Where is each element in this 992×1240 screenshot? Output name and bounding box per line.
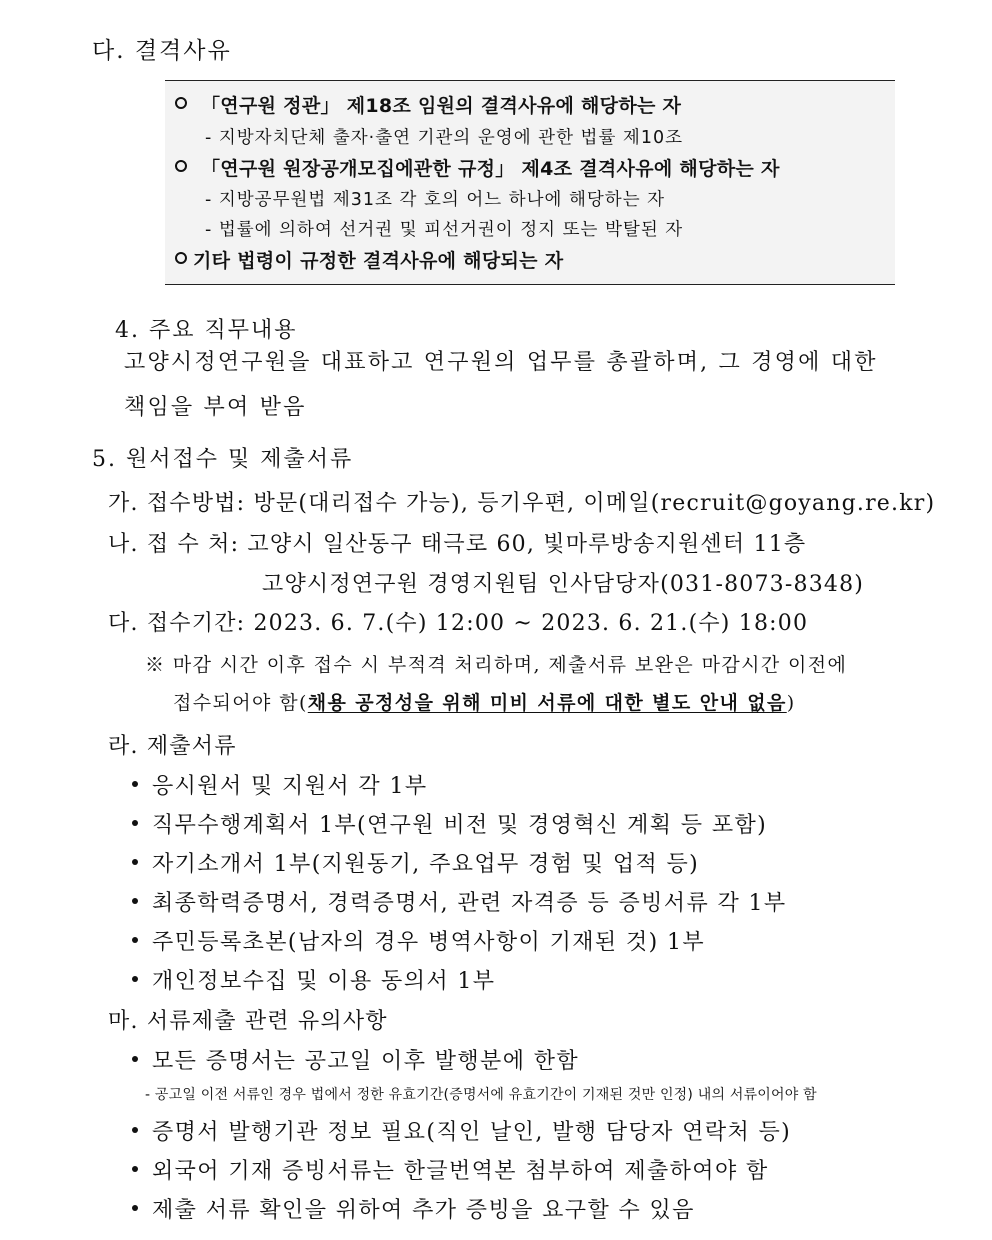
list-item: 제출 서류 확인을 위하여 추가 증빙을 요구할 수 있음 (132, 1193, 695, 1224)
disqualification-item-2-sub-2: - 법률에 의하여 선거권 및 피선거권이 정지 또는 박탈된 자 (205, 220, 684, 240)
submission-notes-title: 마. 서류제출 관련 유의사항 (108, 1009, 388, 1034)
disqualification-item-2-sub-1: - 지방공무원법 제31조 각 호의 어느 하나에 해당하는 자 (205, 190, 666, 210)
section-4-title: 4. 주요 직무내용 (115, 318, 298, 343)
list-item: 직무수행계획서 1부(연구원 비전 및 경영혁신 계획 등 포함) (132, 808, 767, 839)
bullet-icon (132, 781, 138, 787)
deadline-note-line-2: 접수되어야 함(채용 공정성을 위해 미비 서류에 대한 별도 안내 없음) (173, 692, 796, 714)
application-period: 다. 접수기간: 2023. 6. 7.(수) 12:00 ~ 2023. 6. 21.(수) 18:00 (108, 611, 809, 636)
disqualification-box (165, 80, 895, 285)
disqualification-item-3: 기타 법령이 규정한 결격사유에 해당되는 자 (175, 246, 563, 273)
list-item: 외국어 기재 증빙서류는 한글번역본 첨부하여 제출하여야 함 (132, 1154, 769, 1185)
bullet-icon (132, 937, 138, 943)
bullet-icon (132, 976, 138, 982)
bullet-icon (132, 1127, 138, 1133)
fairness-notice: 채용 공정성을 위해 미비 서류에 대한 별도 안내 없음 (307, 692, 787, 714)
bullet-icon (132, 1205, 138, 1211)
deadline-note-line-1: ※ 마감 시간 이후 접수 시 부적격 처리하며, 제출서류 보완은 마감시간 이전에 (145, 654, 848, 676)
list-item: 모든 증명서는 공고일 이후 발행분에 한함 (132, 1044, 579, 1075)
circle-bullet-icon (175, 160, 187, 172)
bullet-icon (132, 859, 138, 865)
section-4-body-line-1: 고양시정연구원을 대표하고 연구원의 업무를 총괄하며, 그 경영에 대한 (124, 350, 878, 375)
application-place-line-1: 나. 접 수 처: 고양시 일산동구 태극로 60, 빛마루방송지원센터 11층 (108, 532, 807, 557)
section-5-title: 5. 원서접수 및 제출서류 (92, 447, 354, 472)
application-method: 가. 접수방법: 방문(대리접수 가능), 등기우편, 이메일(recruit@goyang.re.kr) (108, 491, 936, 516)
application-place-line-2: 고양시정연구원 경영지원팀 인사담당자(031-8073-8348) (262, 572, 865, 597)
bullet-icon (132, 1166, 138, 1172)
bullet-icon (132, 1056, 138, 1062)
disqualification-item-1-sub: - 지방자치단체 출자·출연 기관의 운영에 관한 법률 제10조 (205, 128, 683, 148)
bullet-icon (132, 898, 138, 904)
section-4-body-line-2: 책임을 부여 받음 (124, 395, 307, 420)
list-item: 자기소개서 1부(지원동기, 주요업무 경험 및 업적 등) (132, 847, 699, 878)
circle-bullet-icon (175, 97, 187, 109)
list-item: 개인정보수집 및 이용 동의서 1부 (132, 964, 495, 995)
validity-note: - 공고일 이전 서류인 경우 법에서 정한 유효기간(증명서에 유효기간이 기재된 것만 인정) 내의 서류이어야 함 (145, 1087, 817, 1103)
circle-bullet-icon (175, 252, 187, 264)
list-item: 주민등록초본(남자의 경우 병역사항이 기재된 것) 1부 (132, 925, 705, 956)
disqualification-item-1: 「연구원 정관」 제18조 임원의 결격사유에 해당하는 자 (175, 91, 681, 118)
bullet-icon (132, 820, 138, 826)
list-item: 응시원서 및 지원서 각 1부 (132, 769, 428, 800)
section-title-disqualification: 다. 결격사유 (92, 38, 232, 64)
list-item: 증명서 발행기관 정보 필요(직인 날인, 발행 담당자 연락처 등) (132, 1115, 791, 1146)
disqualification-item-2: 「연구원 원장공개모집에관한 규정」 제4조 결격사유에 해당하는 자 (175, 154, 780, 181)
list-item: 최종학력증명서, 경력증명서, 관련 자격증 등 증빙서류 각 1부 (132, 886, 787, 917)
required-documents-title: 라. 제출서류 (108, 734, 237, 759)
